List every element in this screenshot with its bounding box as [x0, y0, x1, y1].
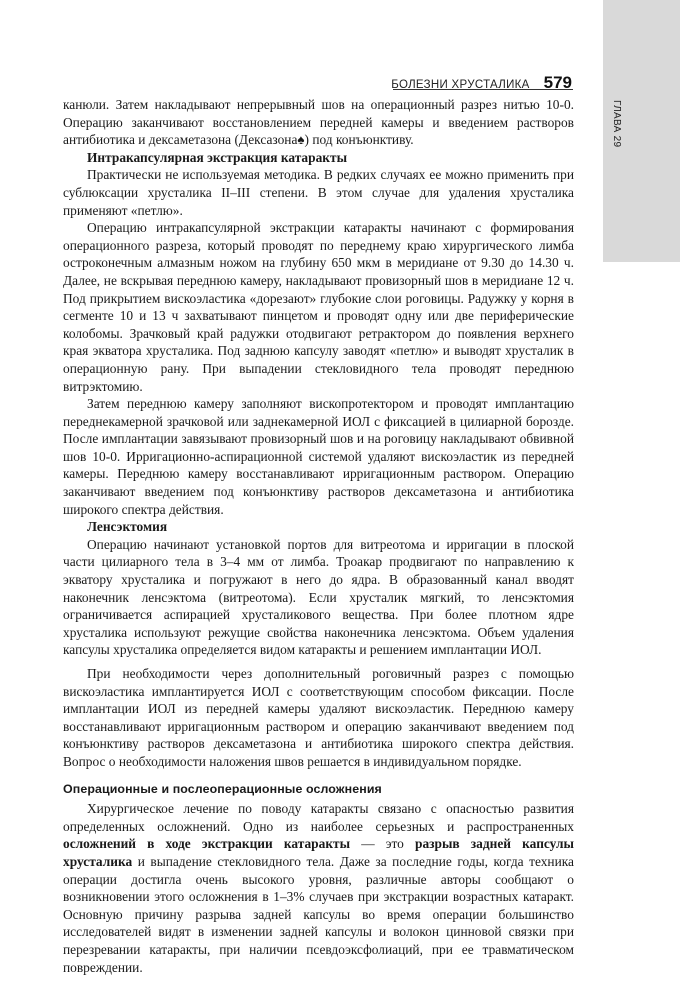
paragraph: Практически не используемая методика. В редких случаях ее можно применить при сублюксации хрусталика II–III степени. В этом случае для удаления хрусталика применяют «петлю».	[63, 167, 574, 218]
running-header	[391, 73, 572, 93]
bold-term: разрыв задней капсулы хрусталика	[63, 836, 574, 869]
running-title: БОЛЕЗНИ ХРУСТАЛИКА	[391, 79, 530, 91]
subheading-lensectomy: Ленсэктомия	[87, 519, 168, 535]
subheading-intracapsular-extraction: Интракапсулярная экстракция катаракты	[87, 149, 348, 165]
paragraph: Операцию интракапсулярной экстракции катаракты начинают с формирования операционного разреза, который проводят по переднему краю хирургического лимба остроконечным алмазным ножом на глубину 650 мкм в меридиане от 9.30 до 14.30 ч. Далее, не вскрывая переднюю камеру, накладывают провизорный шов в меридиане 12 ч. Под прикрытием вискоэластика «дорезают» глубокие слои роговицы. Радужку у корня в сегменте 10 и 13 ч захватывают пинцетом и проводят одну или две периферические колобомы. Зрачковый край радужки отодвигают ретрактором до появления верхнего края экватора хрусталика. Под заднюю капсулу заводят «петлю» и выводят хрусталик в операционную рану. При выпадении стекловидного тела проводят переднюю витрэктомию.	[63, 220, 574, 394]
paragraph: Операцию начинают установкой портов для витреотома и ирригации в плоской части цилиарного тела в 3–4 мм от лимба. Троакар продвигают по направлению к экватору хрусталика и погружают в него до ядра. В образованный канал вводят наконечник ленсэктома (витреотома). Если хрусталик мягкий, то ленсэктомия ограничивается аспирацией хрусталикового вещества. При более плотном ядре хрусталика используют режущие свойства наконечника ленсэктома. Объем удаления капсулы хрусталика определяется видом катаракты и решением имплантации ИОЛ.	[63, 536, 574, 658]
paragraph-complications	[63, 800, 574, 976]
text-run: — это	[350, 836, 415, 852]
paragraph: При необходимости через дополнительный роговичный разрез с помощью вискоэластика имплантируется ИОЛ с соответствующим способом фиксации. После имплантации ИОЛ из передней камеры удаляют вискоэластик. Переднюю камеру восстанавливают ирригационным раствором и операцию заканчивают введением под конъюнктиву растворов дексаметазона и антибиотика широкого спектра действия. Вопрос о необходимости наложения швов решается в индивидуальном порядке.	[63, 666, 574, 769]
header-rule	[393, 89, 573, 90]
section-heading-complications: Операционные и послеоперационные осложнения	[63, 781, 382, 796]
paragraph-continuation: канюли. Затем накладывают непрерывный шов на операционный разрез нитью 10-0. Операцию заканчивают восстановлением передней камеры и введением растворов антибиотика и дексаметазона (Дексазона♠) под конъюнктиву.	[63, 97, 574, 148]
paragraph: Затем переднюю камеру заполняют вископротектором и проводят имплантацию переднекамерной зрачковой или заднекамерной ИОЛ с фиксацией в цилиарной борозде. После имплантации завязывают провизорный шов и на роговицу накладывают обвивной шов 10-0. Ирригационно-аспирационной системой удаляют вискоэластик из передней камеры. Переднюю камеру восстанавливают ирригационным раствором. Операцию заканчивают введением под конъюнктиву растворов дексаметазона и антибиотика широкого спектра действия.	[63, 396, 574, 517]
text-run: и выпадение стекловидного тела. Даже за последние годы, когда техника операции достигла очень высокого уровня, различные авторы сообщают о возникновении этого осложнения в 1–3% случаев при экстракции возрастных катаракт. Основную причину разрыва задней капсулы во время операции большинство исследователей видят в изменении задней капсулы и волокон цинновой связки при перезревании катаракты, при наличии псевдоэксфолиаций, при ее травматическом повреждении.	[63, 853, 574, 975]
text-run: Хирургическое лечение по поводу катаракты связано с опасностью развития определенных осложнений. Одно из наиболее серьезных и распространенных	[63, 801, 574, 834]
text-column	[63, 96, 574, 976]
chapter-tab-label: ГЛАВА 29	[611, 100, 622, 148]
bold-term: осложнений в ходе экстракции катаракты	[63, 836, 351, 852]
page-number: 579	[543, 73, 572, 92]
